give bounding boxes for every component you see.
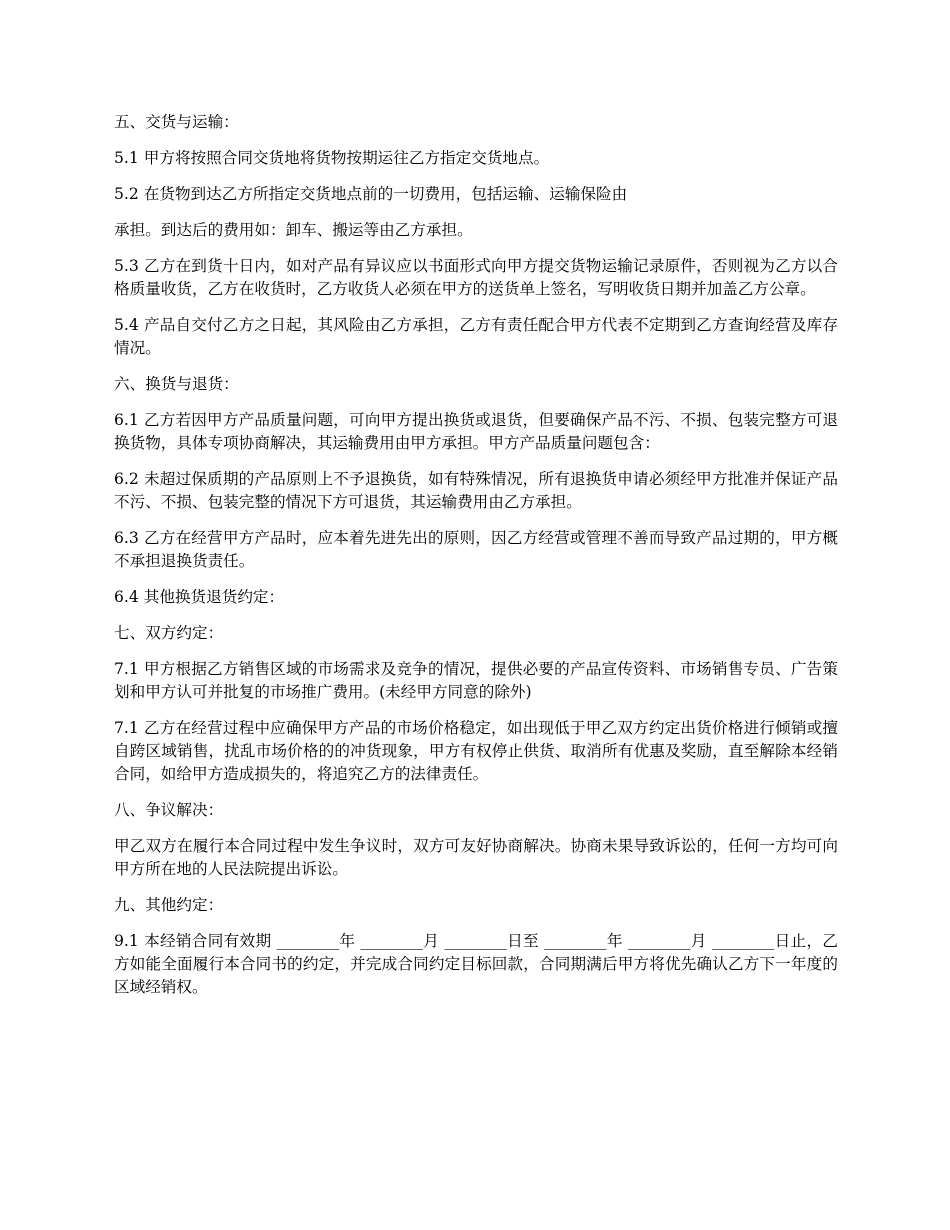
- heading-exchange-return: 六、换货与退货：: [114, 375, 239, 393]
- heading-dispute-resolution: 八、争议解决：: [114, 801, 224, 819]
- clause-7-1-a: 7.1 甲方根据乙方销售区域的市场需求及竞争的情况，提供必要的产品宣传资料、市场销售专员、广告策划和甲方认可并批复的市场推广费用。(未经甲方同意的除外): [114, 660, 838, 701]
- clause-6-3: 6.3 乙方在经营甲方产品时，应本着先进先出的原则，因乙方经营或管理不善而导致产品过期的，甲方概不承担退换货责任。: [114, 529, 838, 570]
- contract-body: [114, 111, 838, 999]
- clause-5-3: 5.3 乙方在到货十日内，如对产品有异议应以书面形式向甲方提交货物运输记录原件，否则视为乙方以合格质量收货，乙方在收货时，乙方收货人必须在甲方的送货单上签名，写明收货日期并加盖乙方公章。: [114, 257, 838, 298]
- clause-7-1-b: 7.1 乙方在经营过程中应确保甲方产品的市场价格稳定，如出现低于甲乙双方约定出货价格进行倾销或擅自跨区域销售，扰乱市场价格的的冲货现象，甲方有权停止供货、取消所有优惠及奖励，直至解除本经销合同，如给甲方造成损失的，将追究乙方的法律责任。: [114, 719, 838, 783]
- clause-6-2: 6.2 未超过保质期的产品原则上不予退换货，如有特殊情况，所有退换货申请必须经甲方批准并保证产品不污、不损、包装完整的情况下方可退货，其运输费用由乙方承担。: [114, 470, 838, 511]
- clause-5-2: 5.2 在货物到达乙方所指定交货地点前的一切费用，包括运输、运输保险由: [114, 185, 628, 203]
- clause-6-4: 6.4 其他换货退货约定：: [114, 588, 285, 606]
- clause-dispute: 甲乙双方在履行本合同过程中发生争议时，双方可友好协商解决。协商未果导致诉讼的，任何一方均可向甲方所在地的人民法院提出诉讼。: [114, 837, 838, 878]
- clause-5-4: 5.4 产品自交付乙方之日起，其风险由乙方承担，乙方有责任配合甲方代表不定期到乙方查询经营及库存情况。: [114, 316, 838, 357]
- clause-5-1: 5.1 甲方将按照合同交货地将货物按期运往乙方指定交货地点。: [114, 149, 550, 167]
- clause-6-1: 6.1 乙方若因甲方产品质量问题，可向甲方提出换货或退货，但要确保产品不污、不损、包装完整方可退换货物，具体专项协商解决，其运输费用由甲方承担。甲方产品质量问题包含：: [114, 411, 838, 452]
- heading-mutual-agreement: 七、双方约定：: [114, 624, 224, 642]
- clause-9-1: 9.1 本经销合同有效期 ________年 ________月 ________日至 ________年 ________月 ________日止，乙方如能全面履行本合同书的约定，并完成合同约定目标回款，合同期满后甲方将优先确认乙方下一年度的区域经销权。: [114, 932, 838, 996]
- heading-delivery-transport: 五、交货与运输：: [114, 113, 239, 131]
- heading-other-agreements: 九、其他约定：: [114, 896, 224, 914]
- clause-5-2-continued: 承担。到达后的费用如：卸车、搬运等由乙方承担。: [114, 221, 473, 239]
